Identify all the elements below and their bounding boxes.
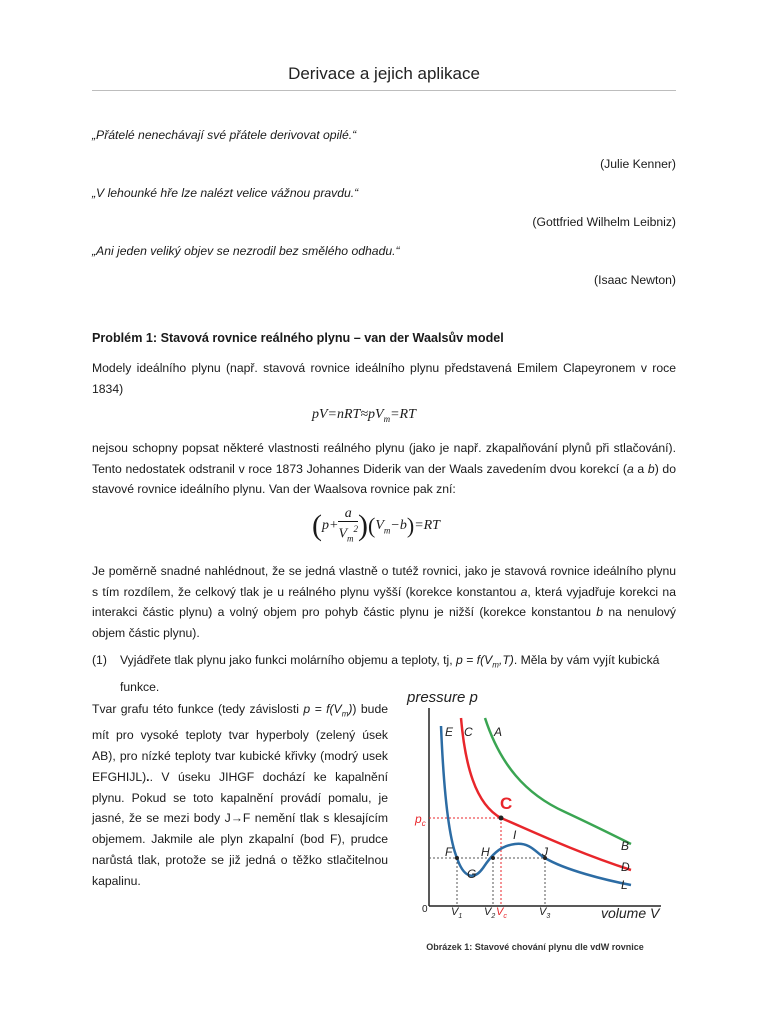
paragraph-2: nejsou schopny popsat některé vlastnosti reálného plynu (jako je např. zkapalňování plynů při stlačování). Tento nedostatek odstranil v roce 1873 Johannes Diderik van der Waals zavedením dvou korekcí (a a b) do stavové rovnice ideálního plynu. Van der Waalsova rovnice pak zní: [92, 441, 676, 496]
quote-2: „V lehounké hře lze nalézt velice vážnou pravdu.“ [92, 186, 359, 200]
quote-3: „Ani jeden veliký objev se nezrodil bez smělého odhadu.“ [92, 244, 400, 258]
label-F: F [445, 845, 453, 859]
x-axis-label: volume V [601, 905, 660, 921]
label-v2: $V_2$ [484, 906, 496, 920]
label-A: A [494, 725, 503, 739]
green-isotherm-AB [485, 718, 631, 844]
quote-2-author: (Gottfried Wilhelm Leibniz) [532, 215, 676, 229]
problem-heading: Problém 1: Stavová rovnice reálného plynu – van der Waalsův model [92, 331, 504, 345]
vdw-isotherm-figure [405, 684, 685, 936]
graph-description: Tvar grafu této funkce (tedy závislosti $p = f(V_m)$) bude mít pro vysoké teploty tvar hyperboly (zelený úsek AB), pro nízké teploty tvar kubické křivky (modrý usek EFGHIJL).. V úseku JIHGF dochází ke kapalnění plynu. Pokud se toto kapalnění provádí pomalu, je jasné, že se mezi body J→F nemění tlak s klesajícím objemem. Jakmile ale plyn zkapalní (bod F), prudce narůstá tlak, protože se již jedná o těžko stlačitelnou kapalinu. [92, 702, 389, 888]
quote-1: „Přátelé nenechávají své přátele derivovat opilé.“ [92, 128, 357, 142]
label-E: E [445, 725, 454, 739]
label-C: C [500, 794, 513, 813]
label-B: B [621, 839, 630, 853]
quote-3-author: (Isaac Newton) [594, 273, 676, 287]
point-H [491, 856, 495, 860]
label-v3: $V_3$ [539, 906, 551, 920]
label-L: L [621, 878, 628, 892]
vdw-equation: (p+ $\frac{a}{V_m^2}$ )$(V_m-b)=RT$ [312, 506, 440, 546]
figure-caption: Obrázek 1: Stavové chování plynu dle vdW rovnice [426, 942, 644, 952]
label-pc: $p_c$ [415, 812, 426, 828]
y-axis-label: pressure p [407, 689, 478, 706]
task-number: (1) [92, 653, 107, 667]
paragraph-3: Je poměrně snadné nahlédnout, že se jedná vlastně o tutéž rovnici, jako je stavová rovnice ideálního plynu s tím rozdílem, že celkový tlak je u reálného plynu vyšší (korekce konstantou a, která vyjadřuje korekci na interakci částic plynu) a volný objem pro pohyb částic plynu je nižší (korekce konstantou b na nenulový objem částic plynu). [92, 564, 676, 640]
label-vc: $V_c$ [496, 906, 507, 920]
label-D: D [621, 860, 630, 874]
label-C-top: C [464, 725, 473, 739]
origin-label: 0 [422, 904, 428, 915]
page-title: Derivace a jejich aplikace [288, 64, 480, 83]
point-F [455, 856, 459, 860]
point-C [499, 816, 504, 821]
label-I: I [513, 828, 517, 842]
ideal-gas-equation: $pV=nRT\approx pV_m=RT$ [312, 407, 416, 424]
label-G: G [467, 867, 477, 881]
label-v1: $V_1$ [451, 906, 463, 920]
title-divider [92, 90, 676, 91]
label-H: H [481, 845, 490, 859]
quote-1-author: (Julie Kenner) [600, 157, 676, 171]
intro-paragraph: Modely ideálního plynu (např. stavová rovnice ideálního plynu představená Emilem Clapeyronem v roce 1834) [92, 361, 676, 396]
label-J: J [542, 845, 548, 859]
task-1: (1) Vyjádřete tlak plynu jako funkci molárního objemu a teploty, tj, $p = f(V_m,T)$. Měla by vám vyjít kubická funkce. [92, 649, 676, 698]
